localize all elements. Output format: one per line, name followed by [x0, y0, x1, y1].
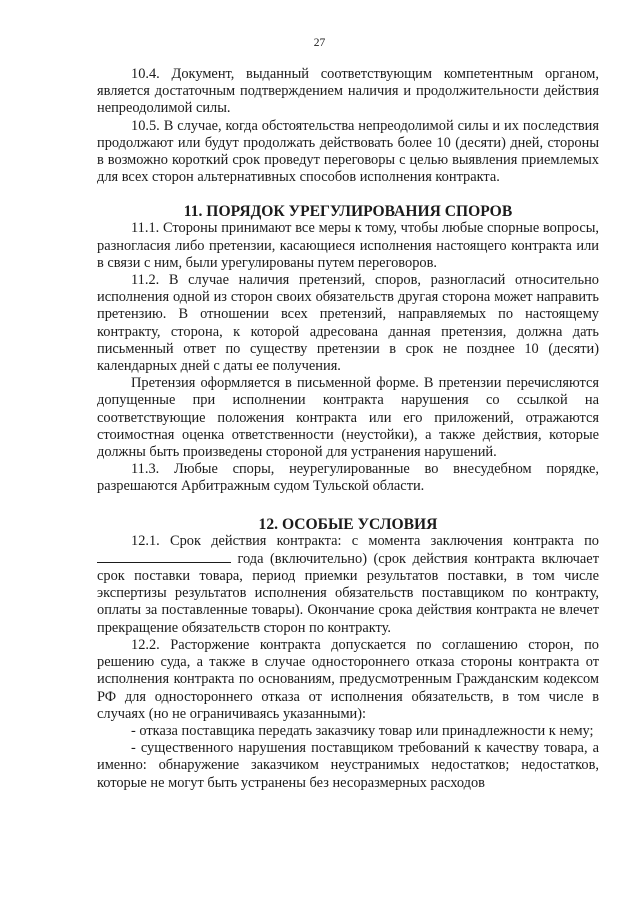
paragraph-claim-form: Претензия оформляется в письменной форме. В претензии перечисляются допущенные при исполнении контракта нарушения со ссылкой на соответствующие положения контракта или его приложений, отражаются стоимостная оценка ответственности (неустойки), а также действия, которые должны быть произведены стороной для устранения нарушений. — [97, 375, 599, 461]
section-11-heading: 11. ПОРЯДОК УРЕГУЛИРОВАНИЯ СПОРОВ — [183, 203, 513, 221]
paragraph-12-1 — [97, 533, 599, 637]
paragraph-11-3: 11.3. Любые споры, неурегулированные во внесудебном порядке, разрешаются Арбитражным судом Тульской области. — [97, 461, 599, 495]
paragraph-12-1-end: года (включительно) (срок действия контракта включает срок поставки товара, период приемки результатов поставки, в том числе экспертизы результатов исполнения обязательств поставщиком по контракту, оплаты за поставленные товары). Окончание срока действия контракта не влечет прекращение обязательств сторон по контракту. — [97, 550, 599, 636]
paragraph-10-4: 10.4. Документ, выданный соответствующим компетентным органом, является достаточным подтверждением наличия и продолжительности действия непреодолимой силы. — [97, 66, 599, 117]
paragraph-10-5: 10.5. В случае, когда обстоятельства непреодолимой силы и их последствия продолжают или будут продолжать действовать более 10 (десяти) дней, стороны в возможно короткий срок проведут переговоры с целью выявления приемлемых для всех сторон альтернативных способов исполнения контракта. — [97, 117, 599, 186]
section-12-heading: 12. ОСОБЫЕ УСЛОВИЯ — [258, 515, 438, 533]
document-body — [97, 66, 599, 792]
list-item: - отказа поставщика передать заказчику товар или принадлежности к нему; — [131, 722, 594, 739]
date-blank-line — [97, 550, 231, 563]
paragraph-11-2: 11.2. В случае наличия претензий, споров, разногласий относительно исполнения одной из сторон своих обязательств другая сторона может направить претензию. В отношении всех претензий, направляемых по настоящему контракту, сторона, к которой адресована данная претензия, должна дать письменный ответ по существу претензии в срок не позднее 10 (десяти) календарных дней с даты ее получения. — [97, 272, 599, 375]
paragraph-12-1-start: 12.1. Срок действия контракта: с момента заключения контракта по — [131, 532, 599, 549]
paragraph-12-2: 12.2. Расторжение контракта допускается по соглашению сторон, по решению суда, а также в случае одностороннего отказа стороны контракта от исполнения контракта по основаниям, предусмотренным Гражданским кодексом РФ для одностороннего отказа от исполнения обязательств, в том числе в случаях (но не ограничиваясь указанными): — [97, 636, 599, 722]
page-number: 27 — [313, 37, 326, 49]
paragraph-11-1: 11.1. Стороны принимают все меры к тому, чтобы любые спорные вопросы, разногласия либо претензии, касающиеся исполнения настоящего контракта или в связи с ним, были урегулированы путем переговоров. — [97, 220, 599, 271]
list-item: - существенного нарушения поставщиком требований к качеству товара, а именно: обнаружение заказчиком неустранимых недостатков; недостатков, которые не могут быть устранены без несоразмерных расходов — [97, 740, 599, 791]
